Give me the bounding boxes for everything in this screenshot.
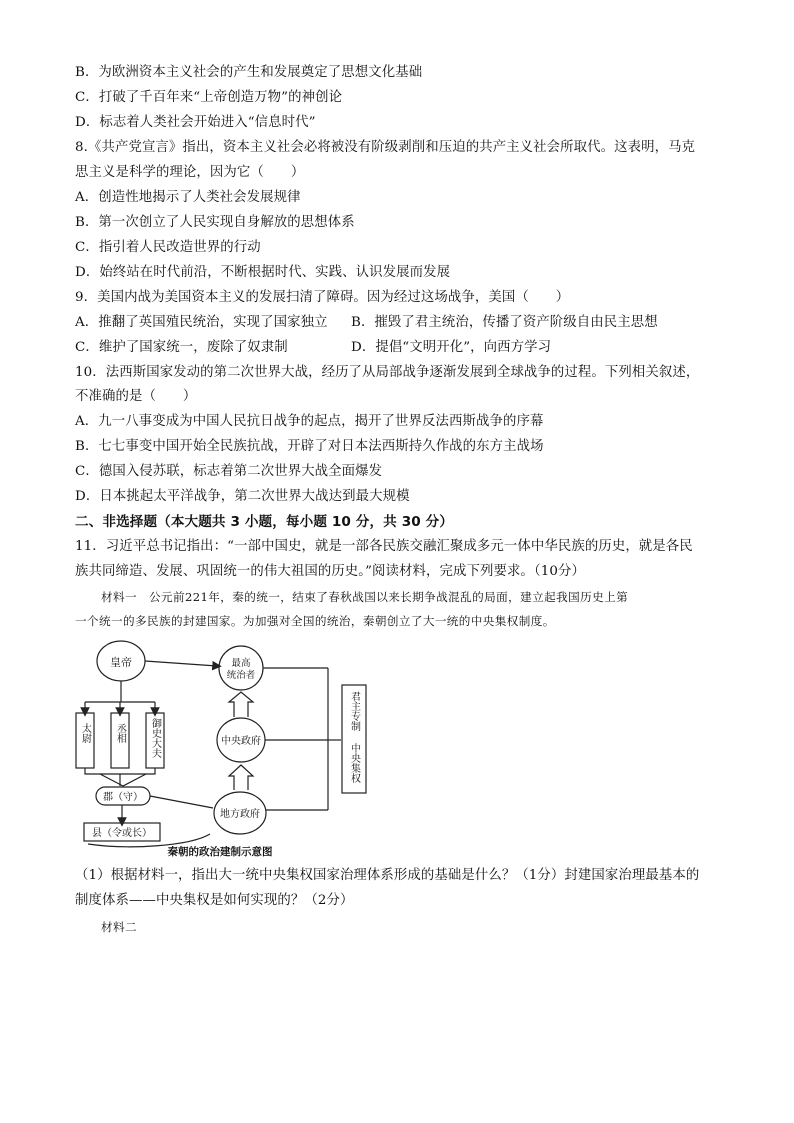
material1-line2: 一个统一的多民族的封建国家。为加强对全国的统治，秦朝创立了大一统的中央集权制度。 (75, 614, 555, 628)
q9-option-d: D．提倡“文明开化”，向西方学习 (351, 340, 552, 355)
jun-label: 郡（守） (103, 792, 143, 803)
xian-label: 县（令或长） (92, 828, 152, 839)
q7-option-d: D．标志着人类社会开始进入“信息时代” (75, 115, 316, 130)
autocracy-label-2: 中央集权 (348, 743, 360, 783)
local-government-label: 地方政府 (220, 809, 260, 820)
material2-label: 材料二 (101, 920, 137, 934)
q8-option-d: D．始终站在时代前沿，不断根据时代、实践、认识发展而发展 (75, 265, 451, 280)
yushi-label: 御史大夫 (149, 718, 161, 758)
chengxiang-label: 丞相 (114, 723, 126, 743)
q7-option-b: B．为欧洲资本主义社会的产生和发展奠定了思想文化基础 (75, 65, 423, 80)
q11-stem-line2: 族共同缔造、发展、巩固统一的伟大祖国的历史。”阅读材料，完成下列要求。（10分） (75, 564, 585, 579)
q10-stem-line1: 10．法西斯国家发动的第二次世界大战，经历了从局部战争逐渐发展到全球战争的过程。下列相关叙述， (75, 365, 700, 380)
section-title: 二、非选择题（本大题共 3 小题，每小题 10 分，共 30 分） (75, 514, 454, 530)
q8-option-c: C．指引着人民改造世界的行动 (75, 240, 261, 255)
emperor-label: 皇帝 (110, 656, 132, 669)
q7-option-c: C．打破了千百年来“上帝创造万物”的神创论 (75, 90, 343, 105)
q10-option-c: C．德国入侵苏联，标志着第二次世界大战全面爆发 (75, 464, 383, 479)
supreme-ruler-label-2: 统治者 (226, 670, 256, 681)
q10-option-d: D．日本挑起太平洋战争，第二次世界大战达到最大规模 (75, 489, 410, 504)
q11-sub1-line1: （1）根据材料一，指出大一统中央集权国家治理体系形成的基础是什么？（1分）封建国家治理最基本的 (75, 868, 700, 883)
q9-option-b: B．摧毁了君主统治，传播了资产阶级自由民主思想 (351, 315, 658, 330)
central-government-label: 中央政府 (221, 736, 261, 747)
q9-option-c: C．维护了国家统一，废除了奴隶制 (75, 340, 288, 355)
qin-political-diagram (70, 636, 370, 858)
material1-line1: 材料一 公元前221年，秦的统一，结束了春秋战国以来长期争战混乱的局面，建立起我国历史上第 (101, 590, 629, 604)
diagram-caption: 秦朝的政治建制示意图 (167, 846, 273, 858)
q8-option-a: A．创造性地揭示了人类社会发展规律 (75, 190, 301, 205)
q10-option-b: B．七七事变中国开始全民族抗战，开辟了对日本法西斯持久作战的东方主战场 (75, 439, 544, 454)
q10-option-a: A．九一八事变成为中国人民抗日战争的起点，揭开了世界反法西斯战争的序幕 (75, 414, 544, 429)
q11-sub1-line2: 制度体系——中央集权是如何实现的？（2分） (75, 893, 354, 908)
q8-stem-line2: 思主义是科学的理论，因为它（ ） (75, 165, 305, 180)
supreme-ruler-label-1: 最高 (231, 658, 251, 669)
q9-option-a: A．推翻了英国殖民统治，实现了国家独立 (75, 315, 328, 330)
taiwei-label: 太尉 (79, 723, 91, 743)
q10-stem-line2: 不准确的是（ ） (75, 389, 197, 404)
autocracy-label-1: 君主专制 (348, 691, 360, 731)
q8-option-b: B．第一次创立了人民实现自身解放的思想体系 (75, 215, 355, 230)
q11-stem-line1: 11．习近平总书记指出：“一部中国史，就是一部各民族交融汇聚成多元一体中华民族的历史，就是各民 (75, 539, 693, 554)
q9-stem: 9．美国内战为美国资本主义的发展扫清了障碍。因为经过这场战争，美国（ ） (75, 290, 570, 305)
q8-stem-line1: 8.《共产党宣言》指出，资本主义社会必将被没有阶级剥削和压迫的共产主义社会所取代。这表明，马克 (75, 140, 696, 155)
